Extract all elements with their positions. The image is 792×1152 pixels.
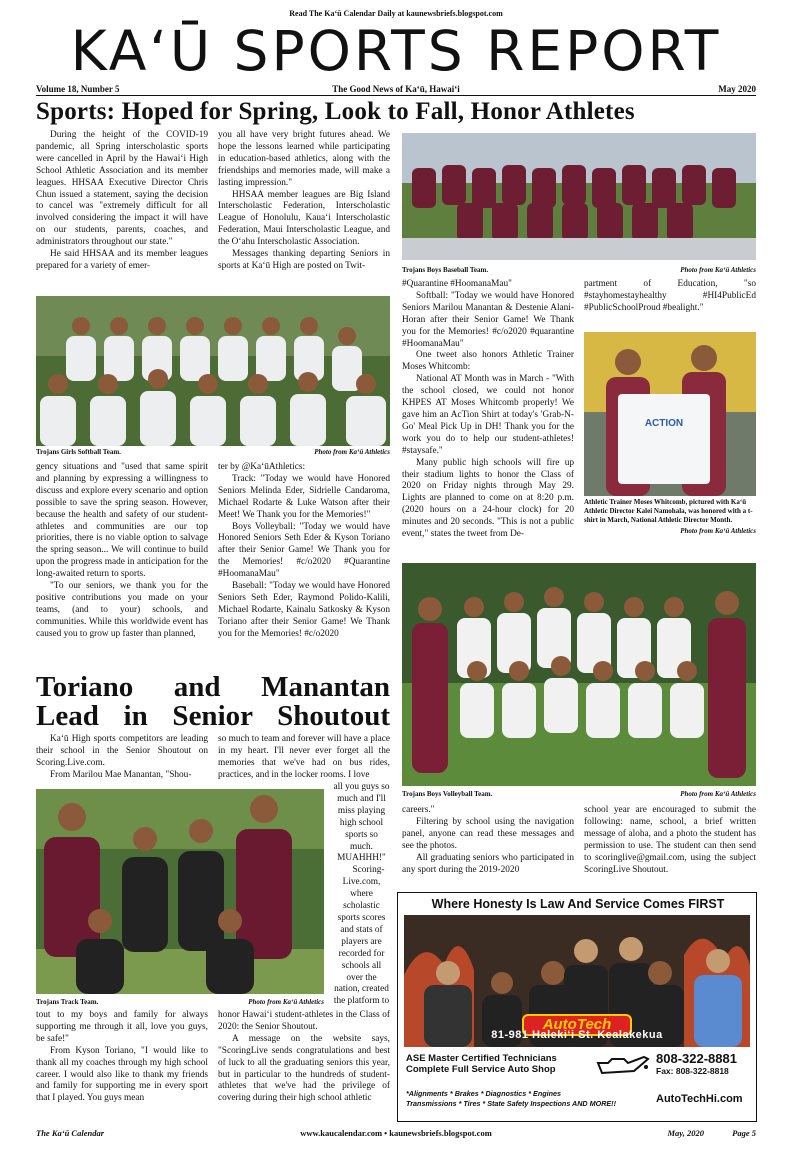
- paragraph: Ka‘ū High sports competitors are leading their school in the Senior Shoutout on Scoring.Live.com.: [36, 734, 208, 768]
- paragraph: school year are encouraged to submit the following: name, school, a brief written message of aloha, and a photo the student has permission to use. The student can then send to scoringlive@gmail.com, using the subject ScoringLive Shoutout.: [584, 805, 756, 875]
- main-headline: Sports: Hoped for Spring, Look to Fall, Honor Athletes: [36, 98, 635, 125]
- paragraph: Softball: "Today we would have Honored Seniors Marilou Manantan & Destenie Alani-Horan after their Senior Game! We Thank you for the Memories! #c/o2020 #quarantine #HoomanaMau": [402, 290, 574, 349]
- ad-services: [406, 1089, 656, 1108]
- trainer-illustration: [584, 332, 756, 496]
- softball-caption: [36, 448, 390, 457]
- paragraph: Filtering by school using the navigation panel, anyone can read these messages and see the photos.: [402, 816, 574, 851]
- photo-credit: Photo from Ka‘ū Athletics: [314, 448, 390, 456]
- paragraph: Messages thanking departing Seniors in sports at Ka‘ū High are posted on Twit-: [218, 249, 390, 271]
- paragraph: He said HHSAA and its member leagues prepared for a variety of emer-: [36, 249, 208, 271]
- story2-col2-continued: [218, 1010, 390, 1105]
- ad-services-line1: *Alignments * Brakes * Diagnostics * Engines: [406, 1089, 561, 1098]
- paragraph: tout to my boys and family for always supporting me through it all, love you guys, be safe!": [36, 1010, 208, 1044]
- paragraph: All graduating seniors who participated in any sport during the 2019-2020: [402, 852, 574, 875]
- volleyball-team-photo: [402, 563, 756, 786]
- ad-line1: ASE Master Certified Technicians: [406, 1053, 557, 1064]
- tagline: The Good News of Ka‘ū, Hawai‘i: [332, 84, 460, 94]
- story2-col3: [402, 805, 574, 876]
- track-team-illustration: [36, 789, 324, 994]
- footer-date: May, 2020: [667, 1128, 704, 1138]
- story1-col1-continued: [36, 462, 208, 641]
- paragraph: Baseball: "Today we would have Honored Seniors Seth Eder, Raymond Polido-Kalili, Michael Rodarte, Kainalu Satkosky & Kyson Toriano after their Senior Game! We Thank you for the Memories! #c/o2020: [218, 581, 390, 639]
- caption-text: Trojans Boys Baseball Team.: [402, 266, 489, 274]
- photo-credit: Photo from Ka‘ū Athletics: [680, 527, 756, 535]
- paragraph: gency situations and "used that same spirit and planning by expressing a willingness to discuss and explore every scenario and option possible to save the spring season. However, because the health and safety of our student-athletes and communities are our top priorities, there is no viable option to salvage the spring season... We will continue to build upon the progress made in anticipation for the long-awaited return to sports.: [36, 462, 208, 580]
- paragraph: From Kyson Toriano, "I would like to thank all my coaches through my high school career. I would also like to thank my friends and family for supporting me in every sport that I played. You guys mean: [36, 1045, 208, 1104]
- paragraph: From Marilou Mae Manantan, "Shou-: [50, 769, 192, 780]
- paragraph: One tweet also honors Athletic Trainer Moses Whitcomb:: [402, 350, 574, 373]
- trainer-caption: [584, 498, 756, 536]
- paragraph: "To our seniors, we thank you for the positive contributions you made on your teams, (and to your) schools, and communities. While this worldwide event has caused you to grow up faster than planned,: [36, 581, 208, 639]
- softball-team-photo: [36, 296, 390, 446]
- paragraph: careers.": [402, 805, 435, 815]
- ad-services-line2: Transmissions * Tires * State Safety Inspections AND MORE!!: [406, 1098, 616, 1108]
- footer-websites[interactable]: www.kaucalendar.com • kaunewsbriefs.blogspot.com: [300, 1128, 492, 1138]
- volume-number: Volume 18, Number 5: [36, 84, 120, 94]
- caption-text: Athletic Trainer Moses Whitcomb, pictured with Ka‘ū Athletic Director Kalei Namohala, was honored with a t-shirt in March, National Athletic Director Month.: [584, 498, 753, 524]
- story2-col1-continued: [36, 1010, 208, 1105]
- paragraph: Boys Volleyball: "Today we would have Honored Seniors Seth Eder & Kyson Toriano after their Senior Game! We Thank you for the Memories! #c/o2020 #Quarantine #HoomanaMau": [218, 521, 390, 580]
- paragraph: Track: "Today we would have Honored Seniors Melinda Eder, Sidrielle Candaroma, Michael Rodarte & Luke Watson after their Meet! We Thank you for the Memories!": [218, 473, 390, 520]
- trainer-photo: [584, 332, 756, 496]
- caption-text: Trojans Girls Softball Team.: [36, 448, 121, 456]
- story1-col1: [36, 130, 208, 273]
- svg-text:ACTION: ACTION: [644, 418, 684, 429]
- ad-fax: Fax: 808-322-8818: [656, 1066, 729, 1076]
- paragraph: all you guys so much and I'll miss playing high school sports so much. MUAHHH!": [333, 782, 390, 864]
- ad-address: 81-981 Haleki‘i St. Kealakekua: [491, 1029, 663, 1041]
- paragraph: you all have very bright futures ahead. We hope the lessons learned while participating in education-based athletics, along with the friendships and memories made, will make a lasting impression.": [218, 130, 390, 188]
- story2-col2-narrow: [333, 782, 390, 1008]
- story1-col3: [402, 279, 574, 541]
- ad-tagline: [406, 1053, 596, 1075]
- ad-contact: [656, 1051, 756, 1076]
- paragraph: Scoring-Live.com, where scholastic sports scores and stats of players are recorded for schools all over the nation, created the platform to: [333, 865, 390, 1007]
- story2-headline-line2: Lead in Senior Shoutout: [36, 700, 390, 732]
- caption-text: Trojans Boys Volleyball Team.: [402, 790, 493, 798]
- ad-phone[interactable]: 808-322-8881: [656, 1051, 737, 1066]
- paragraph: Many public high schools will fire up their stadium lights to honor the Class of 2020 on Friday nights through May 29. Lights are planned to come on at 8:20 p.m. (2020 hours on a 24-hour clock) for 20 minutes and 20 seconds. "This is not a public event," states the tweet from De-: [402, 457, 574, 540]
- story1-col2-continued: [218, 462, 390, 641]
- photo-credit: Photo from Ka‘ū Athletics: [680, 266, 756, 274]
- read-daily-banner: Read The Ka‘ū Calendar Daily at kaunewsbriefs.blogspot.com: [289, 9, 503, 18]
- story1-col2: [218, 130, 390, 273]
- photo-credit: Photo from Ka‘ū Athletics: [248, 998, 324, 1006]
- footer-publication: The Ka‘ū Calendar: [36, 1128, 105, 1138]
- story2-col1: [36, 734, 208, 782]
- volleyball-team-illustration: [402, 563, 756, 786]
- ad-line2: Complete Full Service Auto Shop: [406, 1064, 556, 1075]
- story2-headline-line1: Toriano and Manantan: [36, 671, 390, 703]
- autotech-ad: [397, 892, 757, 1122]
- paragraph: HHSAA member leagues are Big Island Interscholastic Federation, Interscholastic League of Honolulu, Kaua‘i Interscholastic Federation, Maui Interscholastic League, and the O‘ahu Interscholastic Association.: [218, 189, 390, 248]
- baseball-caption: [402, 266, 756, 275]
- footer-page-number: Page 5: [732, 1128, 756, 1138]
- track-team-photo: [36, 789, 324, 994]
- ad-slogan: Where Honesty Is Law And Service Comes FIRST: [431, 897, 725, 911]
- paragraph: #Quarantine #HoomanaMau": [402, 279, 512, 289]
- caption-text: Trojans Track Team.: [36, 998, 99, 1006]
- paragraph: During the height of the COVID-19 pandemic, all Spring interscholastic sports were cancelled in April by the Hawai‘i High School Athletic Association and its member leagues. HHSAA Executive Director Chris Chun issued a statement, saying the decision to cancel was "extremely difficult for all involved considering the impact it will have on our students, parents, coaches, and administrators throughout our state.": [36, 130, 208, 248]
- ad-website[interactable]: AutoTechHi.com: [656, 1093, 743, 1105]
- baseball-team-photo: [402, 133, 756, 260]
- oil-can-icon: [594, 1053, 652, 1079]
- story2-col4: [584, 805, 756, 876]
- masthead-title: KA‘Ū SPORTS REPORT: [70, 19, 722, 83]
- page-footer: [36, 1128, 756, 1140]
- paragraph: A message on the website says, "ScoringLive sends congratulations and best of luck to all the graduating seniors this year, but in particular to the hundreds of student-athletes that we've had the privilege of covering during their high school athletic: [218, 1033, 390, 1104]
- photo-credit: Photo from Ka‘ū Athletics: [680, 790, 756, 798]
- volleyball-caption: [402, 790, 756, 799]
- issue-info-bar: [36, 84, 756, 96]
- paragraph: partment of Education, "so #stayhomestayhealthy #HI4PublicEd #PublicSchoolProud #bealight.": [584, 279, 756, 313]
- track-caption: [36, 998, 324, 1007]
- paragraph: ter by @Ka‘ūAthletics:: [218, 462, 306, 472]
- issue-date: May 2020: [718, 84, 756, 94]
- ad-staff-photo: [404, 915, 750, 1047]
- paragraph: so much to team and forever will have a place in my heart. I'll never ever forget all the memories that we've had on bus rides, practices, and in the locker rooms. I love: [218, 734, 390, 780]
- paragraph: honor Hawai‘i student-athletes in the Class of 2020: the Senior Shoutout.: [218, 1010, 390, 1032]
- baseball-team-illustration: [402, 133, 756, 260]
- softball-team-illustration: [36, 296, 390, 446]
- story2-col2: [218, 734, 390, 782]
- paragraph: National AT Month was in March - "With the school closed, we could not honor KHPES AT Moses Whitcomb properly! We gave him an AcTion Shirt at today's 'Grab-N-Go' Meal Pick Up in DH! Thank you for the work you do to help our student-athletes! #staysafe.": [402, 374, 574, 456]
- story1-col4: [584, 279, 756, 315]
- autotech-logo: AutoTech: [522, 1014, 632, 1036]
